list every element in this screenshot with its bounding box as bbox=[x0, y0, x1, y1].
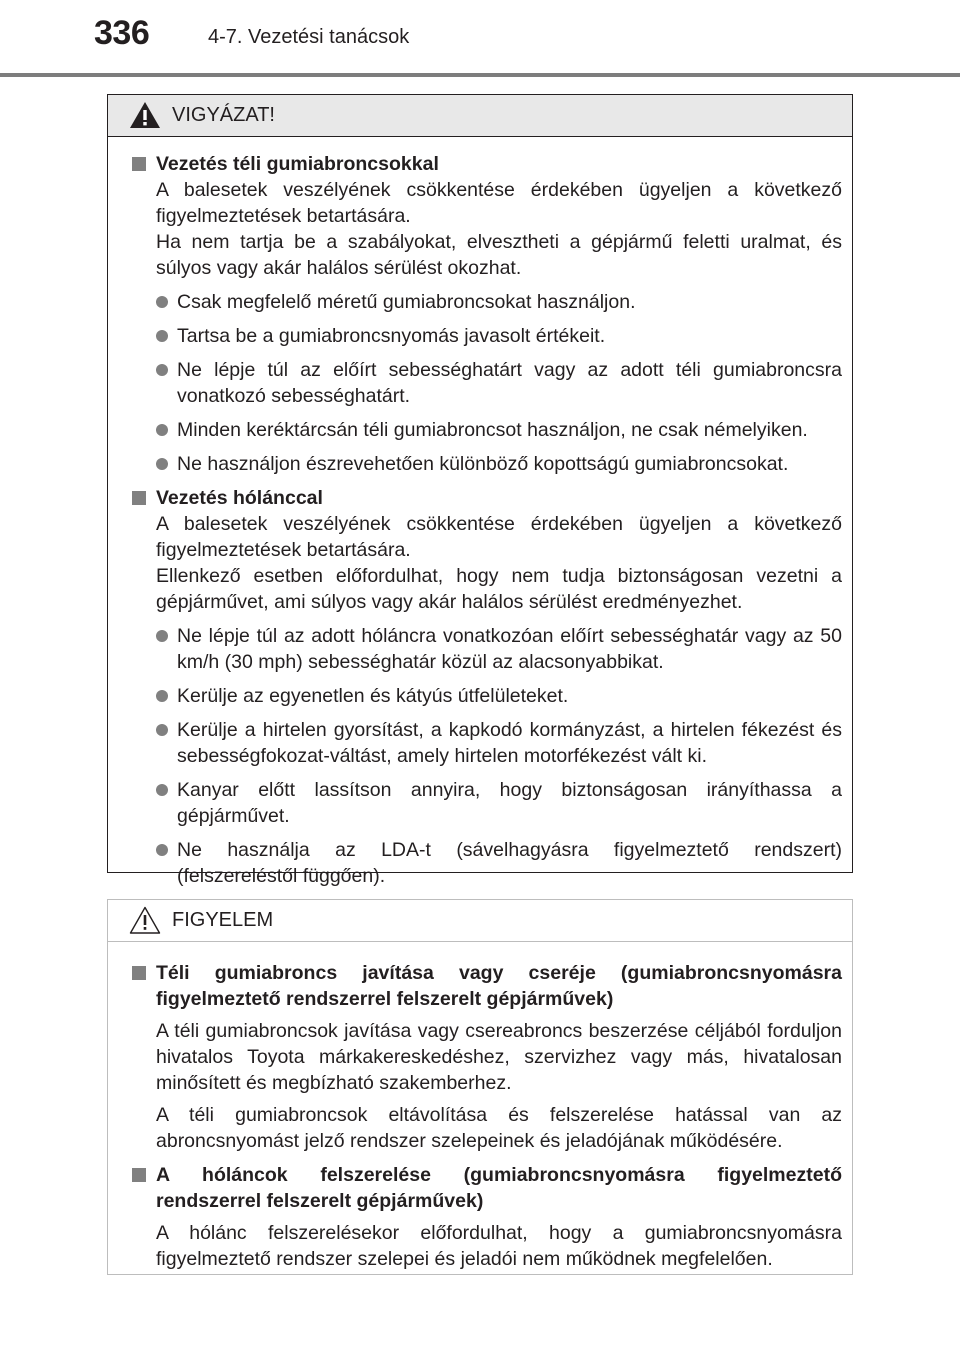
section-title: 4-7. Vezetési tanácsok bbox=[208, 26, 410, 48]
list-item-text: Ne lépje túl az előírt sebességhatárt vagy az adott téli gumiabroncsra vonatkozó sebességhatárt. bbox=[177, 359, 842, 407]
square-bullet-icon bbox=[132, 157, 146, 171]
list-item-text: Kanyar előtt lassítson annyira, hogy biztonságosan irányíthassa a gépjárművet. bbox=[177, 779, 842, 827]
list-item-text: Minden keréktárcsán téli gumiabroncsot használjon, ne csak némelyiken. bbox=[177, 419, 808, 441]
square-bullet-icon bbox=[132, 491, 146, 505]
round-bullet-icon bbox=[156, 724, 168, 736]
notice-box-header bbox=[108, 900, 852, 942]
round-bullet-icon bbox=[156, 630, 168, 642]
list-item-text: Csak megfelelő méretű gumiabroncsokat használjon. bbox=[177, 291, 636, 313]
warning-section-heading bbox=[132, 151, 842, 177]
round-bullet-icon bbox=[156, 296, 168, 308]
caution-triangle-icon bbox=[128, 905, 162, 935]
round-bullet-icon bbox=[156, 330, 168, 342]
page-number: 336 bbox=[94, 14, 150, 52]
list-item-text: Ne lépje túl az adott hóláncra vonatkozóan előírt sebességhatár vagy az 50 km/h (30 mph) sebességhatár közül az alacsonyabbikat. bbox=[177, 625, 842, 673]
list-item-text: Kerülje a hirtelen gyorsítást, a kapkodó kormányzást, a hirtelen fékezést és sebességfokozat-váltást, amely hirtelen motorfékezést vált ki. bbox=[177, 719, 842, 767]
square-bullet-icon bbox=[132, 966, 146, 980]
warning-triangle-icon bbox=[128, 100, 162, 130]
list-item bbox=[132, 777, 842, 829]
list-item-text: Tartsa be a gumiabroncsnyomás javasolt értékeit. bbox=[177, 325, 606, 347]
notice-paragraph: A téli gumiabroncsok eltávolítása és felszerelése hatással van az abroncsnyomást jelző rendszer szelepeinek és jeladójának működésére. bbox=[156, 1104, 842, 1152]
round-bullet-icon bbox=[156, 458, 168, 470]
section-heading-text: Vezetés téli gumiabroncsokkal bbox=[156, 153, 439, 175]
list-item-text: Kerülje az egyenetlen és kátyús útfelületeket. bbox=[177, 685, 569, 707]
header-rule bbox=[0, 73, 960, 77]
warning-box bbox=[107, 94, 853, 887]
list-item bbox=[132, 717, 842, 769]
round-bullet-icon bbox=[156, 424, 168, 436]
list-item-text: Ne használja az LDA-t (sávelhagyásra figyelmeztető rendszert) (felszereléstől függően). bbox=[177, 839, 842, 887]
round-bullet-icon bbox=[156, 690, 168, 702]
page-header bbox=[0, 0, 960, 80]
section-heading-text: Téli gumiabroncs javítása vagy cseréje (gumiabroncsnyomásra figyelmeztető rendszerrel felszerelt gépjárművek) bbox=[156, 962, 842, 1010]
list-item bbox=[132, 417, 842, 443]
notice-box bbox=[107, 899, 853, 1275]
warning-box-header bbox=[108, 95, 852, 137]
notice-title: FIGYELEM bbox=[172, 909, 274, 931]
list-item bbox=[132, 289, 842, 315]
list-item bbox=[132, 623, 842, 675]
round-bullet-icon bbox=[156, 364, 168, 376]
warning-title: VIGYÁZAT! bbox=[172, 104, 275, 126]
notice-section-heading bbox=[132, 960, 842, 1012]
notice-paragraph: A téli gumiabroncsok javítása vagy csereabroncs beszerzése céljából forduljon hivatalos Toyota márkakereskedéshez, szervizhez vagy más, hivatalosan minősített és megbízható szakemberhez. bbox=[156, 1020, 842, 1094]
list-item bbox=[132, 357, 842, 409]
round-bullet-icon bbox=[156, 844, 168, 856]
section-heading-text: Vezetés hólánccal bbox=[156, 487, 323, 509]
round-bullet-icon bbox=[156, 784, 168, 796]
intro-paragraph: Ha nem tartja be a szabályokat, elvesztheti a gépjármű feletti uralmat, és súlyos vagy akár halálos sérülést okozhat. bbox=[156, 231, 842, 279]
intro-paragraph: A balesetek veszélyének csökkentése érdekében ügyeljen a következő figyelmeztetések betartására. bbox=[156, 179, 842, 227]
notice-section-heading bbox=[132, 1162, 842, 1214]
intro-paragraph: A balesetek veszélyének csökkentése érdekében ügyeljen a következő figyelmeztetések betartására. bbox=[156, 513, 842, 561]
intro-paragraph: Ellenkező esetben előfordulhat, hogy nem tudja biztonságosan vezetni a gépjárművet, ami súlyos vagy akár halálos sérülést eredményezhet. bbox=[156, 565, 842, 613]
warning-body bbox=[108, 137, 852, 889]
list-item bbox=[132, 323, 842, 349]
section-heading-text: A hóláncok felszerelése (gumiabroncsnyomásra figyelmeztető rendszerrel felszerelt gépjárművek) bbox=[156, 1164, 842, 1212]
square-bullet-icon bbox=[132, 1168, 146, 1182]
list-item-text: Ne használjon észrevehetően különböző kopottságú gumiabroncsokat. bbox=[177, 453, 789, 475]
list-item bbox=[132, 683, 842, 709]
list-item bbox=[132, 837, 842, 889]
warning-section-heading bbox=[132, 485, 842, 511]
list-item bbox=[132, 451, 842, 477]
notice-paragraph: A hólánc felszerelésekor előfordulhat, hogy a gumiabroncsnyomásra figyelmeztető rendszer szelepei és jeladói nem működnek megfelelően. bbox=[156, 1222, 842, 1270]
notice-body bbox=[108, 942, 852, 1272]
